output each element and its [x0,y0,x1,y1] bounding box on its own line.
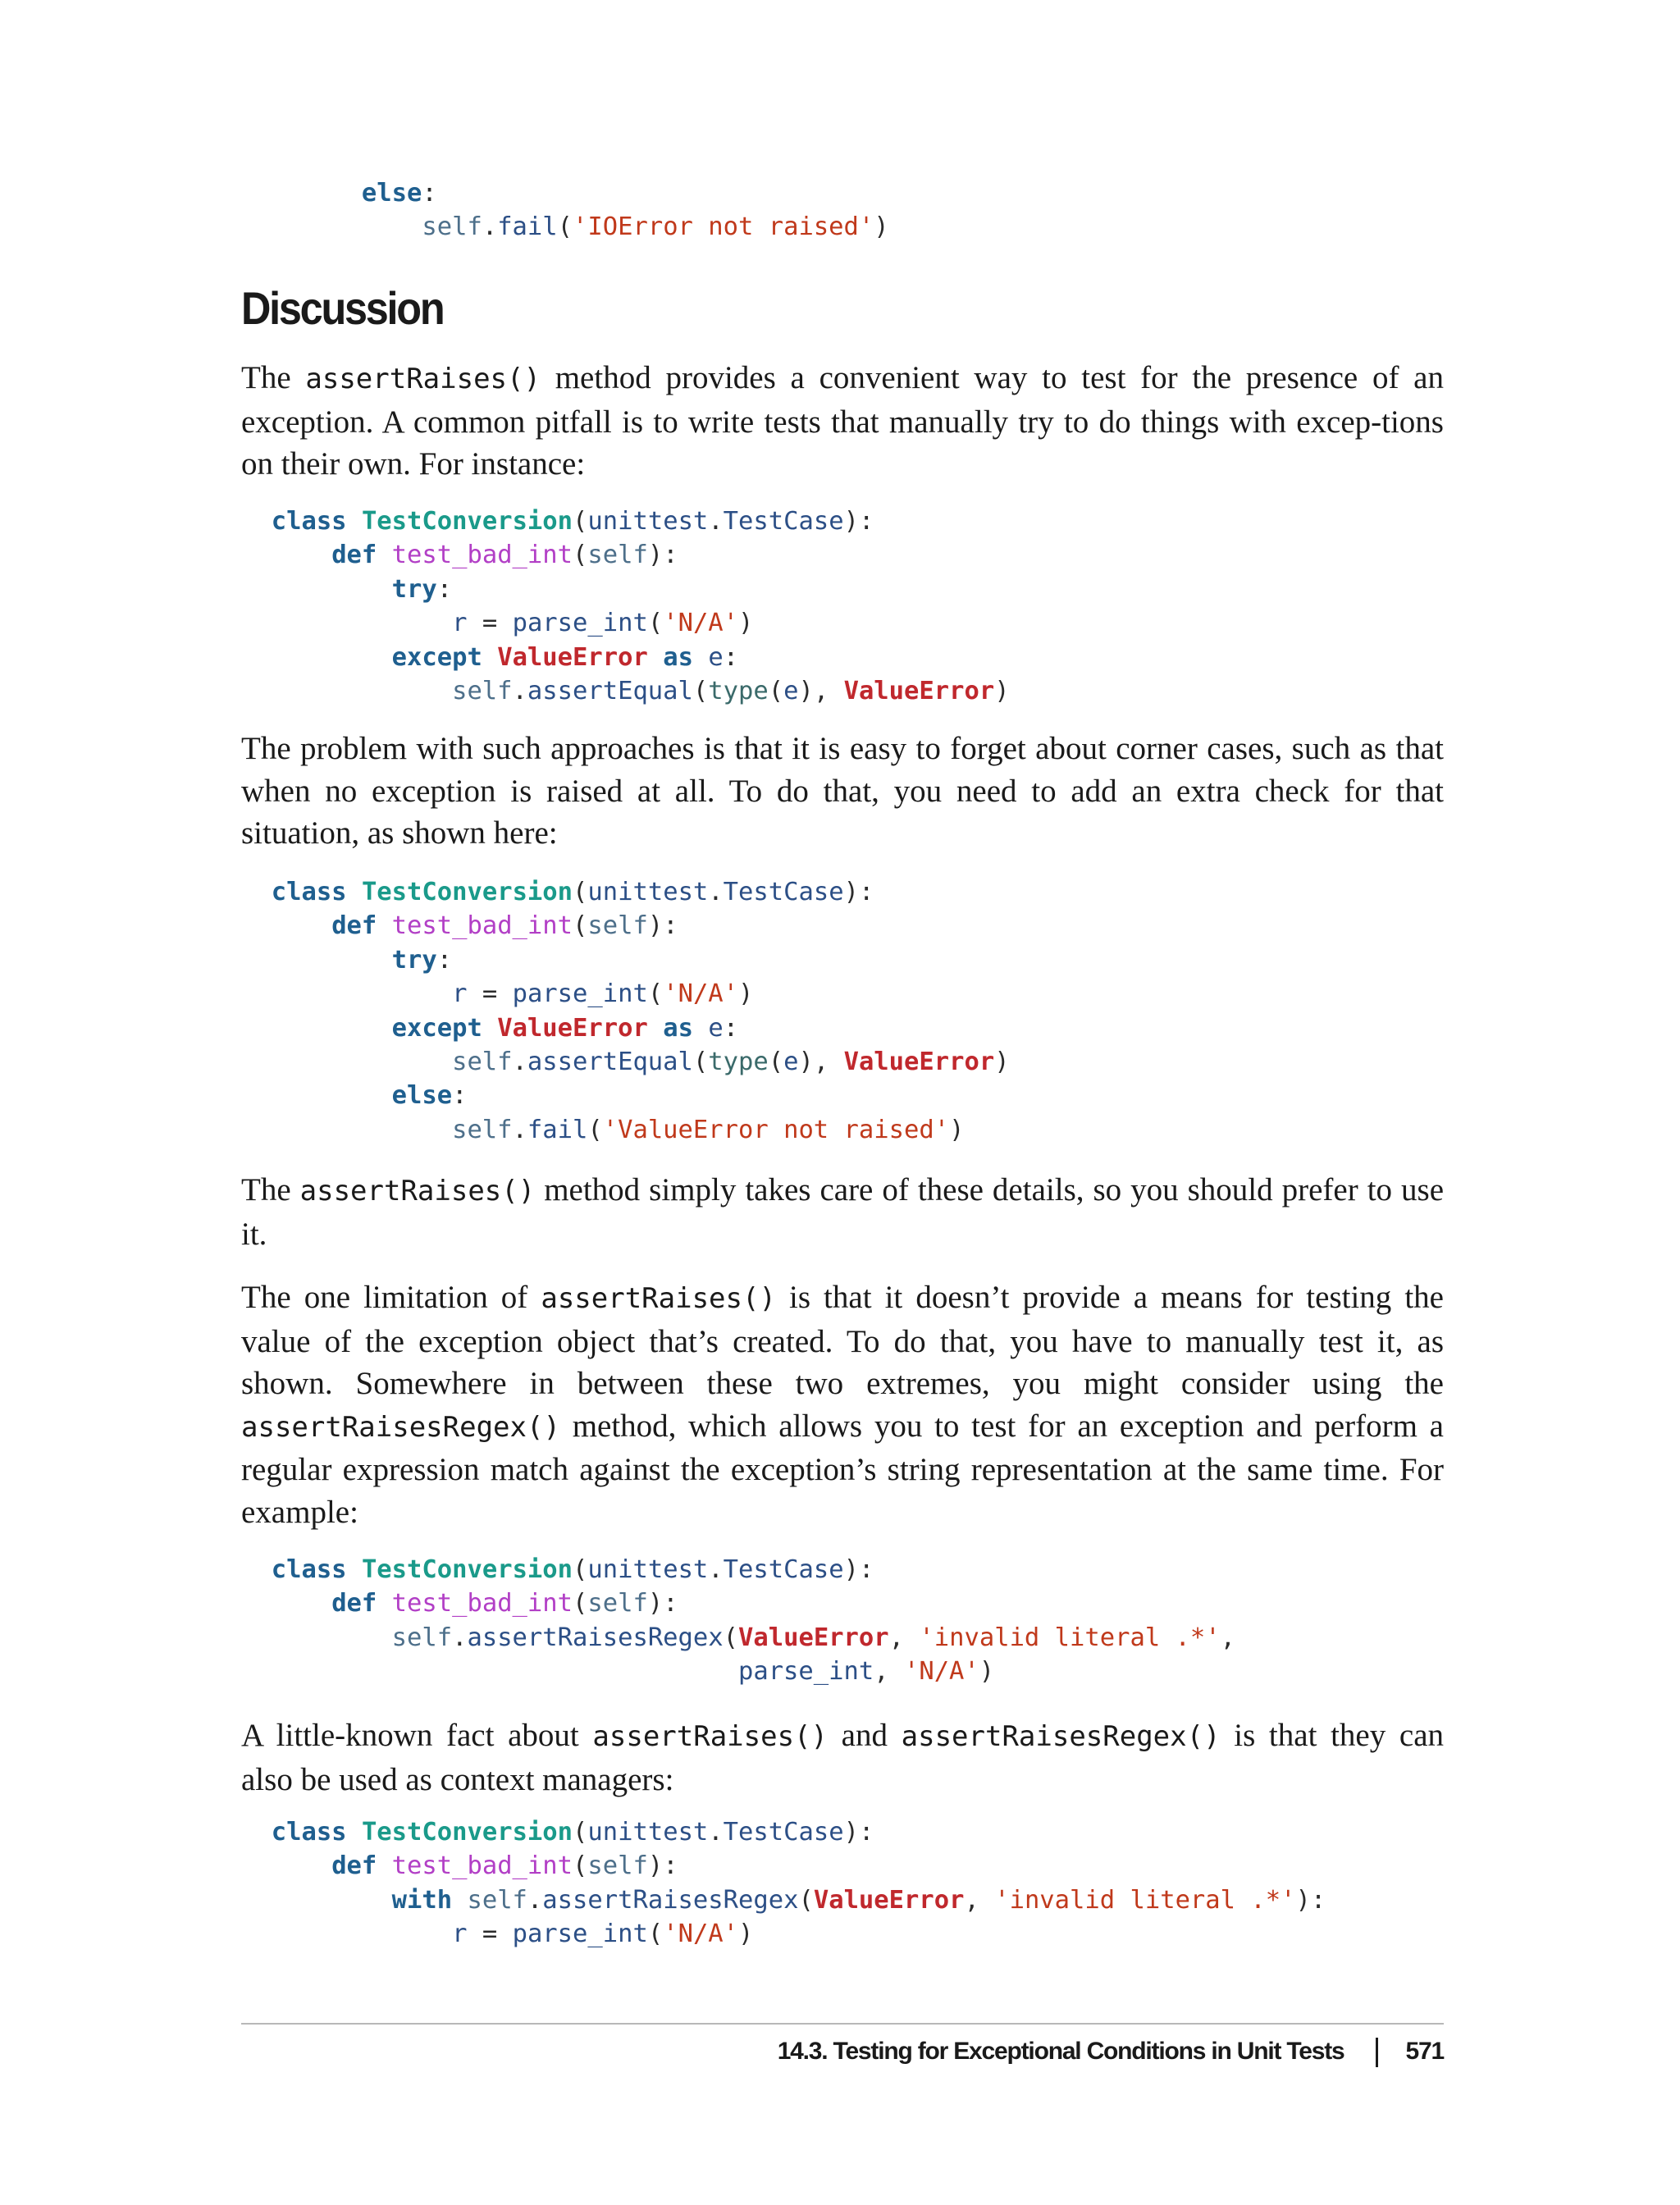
code-function: fail [497,212,558,242]
code-block-4: class TestConversion(unittest.TestCase): def test_bad_int(self): with self.assertRaisesRegex(ValueError, 'invalid literal .*'): r = parse_int('N/A') [271,1818,1326,1949]
section-heading: Discussion [241,282,444,334]
paragraph-2: The problem with such approaches is that it is easy to forget about corner cases, such as that when no exception is raised at all. To do that, you need to add an extra check for that situation, as shown here: [241,731,1444,851]
paragraph-5: A little-known fact about assertRaises() and assertRaisesRegex() is that they can also be used as context managers: [241,1718,1444,1797]
code-block-2: class TestConversion(unittest.TestCase): def test_bad_int(self): try: r = parse_int('N/A') except ValueError as e: self.assertEqual(type(e), ValueError) else: self.fail('ValueError not raised') [271,878,1010,1144]
page-number: 571 [1405,2038,1444,2065]
paragraph-3: The assertRaises() method simply takes care of these details, so you should prefer to use it. [241,1172,1444,1252]
paragraph-1: The assertRaises() method provides a convenient way to test for the presence of an exception. A common pitfall is to write tests that manually try to do things with excep-tions on their own. For instance: [241,360,1444,482]
footer-divider [241,2023,1444,2025]
page-footer [241,2038,1444,2067]
code-string: 'IOError not raised' [573,212,874,242]
paragraph-4: The one limitation of assertRaises() is that it doesn’t provide a means for testing the value of the exception object that’s created. To do that, you have to manually test it, as shown. Somewhere in between these two extremes, you might consider using the assertRaisesRegex() method, which allows you to test for an exception and perform a regular expression match against the exception’s string representation at the same time. For example: [241,1280,1444,1530]
code-block-3: class TestConversion(unittest.TestCase): def test_bad_int(self): self.assertRaisesRegex(ValueError, 'invalid literal .*', parse_int, 'N/A') [271,1555,1236,1687]
code-block-continuation: else: self.fail('IOError not raised') [361,179,889,242]
code-block-1: class TestConversion(unittest.TestCase): def test_bad_int(self): try: r = parse_int('N/A') except ValueError as e: self.assertEqual(type(e), ValueError) [271,507,1010,705]
footer-separator [1376,2038,1378,2067]
footer-section-title: 14.3. Testing for Exceptional Conditions in Unit Tests [777,2038,1344,2065]
code-keyword: else [361,179,422,208]
